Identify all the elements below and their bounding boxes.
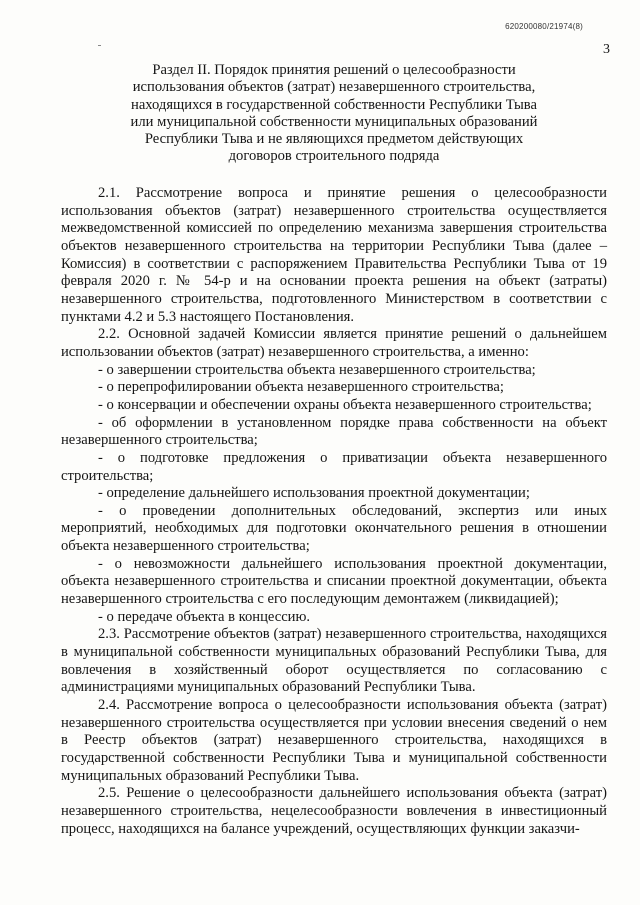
document-body — [61, 185, 607, 838]
page-number: 3 — [603, 42, 610, 57]
list-item: - о перепрофилировании объекта незавершенного строительства; — [98, 379, 504, 396]
section-title-line: договоров строительного подряда — [228, 148, 440, 165]
paragraph-2-4: 2.4. Рассмотрение вопроса о целесообразности использования объекта (затрат) незавершенного строительства осуществляется при условии внесения сведений о нем в Реестр объектов (затрат) незавершенного строительства, находящихся в государственной собственности Республики Тыва и муниципальной собственности муниципальных образований Республики Тыва. — [61, 697, 607, 784]
list-item: - определение дальнейшего использования проектной документации; — [98, 485, 530, 502]
list-item: - о завершении строительства объекта незавершенного строительства; — [98, 361, 536, 378]
section-title-line: или муниципальной собственности муниципальных образований — [130, 113, 538, 130]
list-item: - о передаче объекта в концессию. — [98, 608, 311, 625]
paragraph-2-3: 2.3. Рассмотрение объектов (затрат) незавершенного строительства, находящихся в муниципальной собственности муниципальных образований Республики Тыва, для вовлечения в хозяйственный оборот осуществляется по согласованию с администрациями муниципальных образований Республики Тыва. — [61, 626, 607, 696]
section-title-line: находящихся в государственной собственности Республики Тыва — [131, 96, 537, 113]
list-item: - о невозможности дальнейшего использования проектной документации, объекта незавершенного строительства и списании проектной документации, объекта незавершенного строительства с его последующим демонтажем (ликвидацией); — [61, 555, 607, 608]
paragraph-2-1: 2.1. Рассмотрение вопроса и принятие решения о целесообразности использования объектов (затрат) незавершенного строительства осуществляется межведомственной комиссией по определению механизма завершения строительства объектов незавершенного строительства на территории Республики Тыва (далее – Комиссия) в соответствии с распоряжением Правительства Республики Тыва от 19 февраля 2020 г. № 54-р и на основании проекта решения на объект (затраты) незавершенного строительства, подготовленного Министерством в соответствии с пунктами 4.2 и 5.3 настоящего Постановления. — [61, 185, 607, 325]
list-item: - о проведении дополнительных обследований, экспертиз или иных мероприятий, необходимых для подготовки окончательного решения в отношении объекта незавершенного строительства; — [61, 502, 607, 555]
section-title-line: использования объектов (затрат) незавершенного строительства, — [132, 79, 536, 96]
list-item: - об оформлении в установленном порядке права собственности на объект незавершенного строительства; — [61, 414, 607, 449]
list-item: - о консервации и обеспечении охраны объекта незавершенного строительства; — [98, 396, 592, 413]
section-title-line: Раздел II. Порядок принятия решений о целесообразности — [152, 62, 516, 78]
paragraph-2-2: 2.2. Основной задачей Комиссии является принятие решений о дальнейшем использовании объектов (затрат) незавершенного строительства, а именно: — [61, 326, 607, 360]
list-item: - о подготовке предложения о приватизации объекта незавершенного строительства; — [61, 449, 607, 484]
document-code: 620200080/21974(8) — [505, 22, 583, 31]
section-title-line: Республики Тыва и не являющихся предметом действующих — [144, 131, 524, 148]
scan-mark — [98, 45, 101, 46]
section-title — [110, 62, 558, 166]
paragraph-2-5: 2.5. Решение о целесообразности дальнейшего использования объекта (затрат) незавершенного строительства, нецелесообразности вовлечения в инвестиционный процесс, находящихся на балансе учреждений, осуществляющих функции заказчи- — [61, 785, 607, 837]
